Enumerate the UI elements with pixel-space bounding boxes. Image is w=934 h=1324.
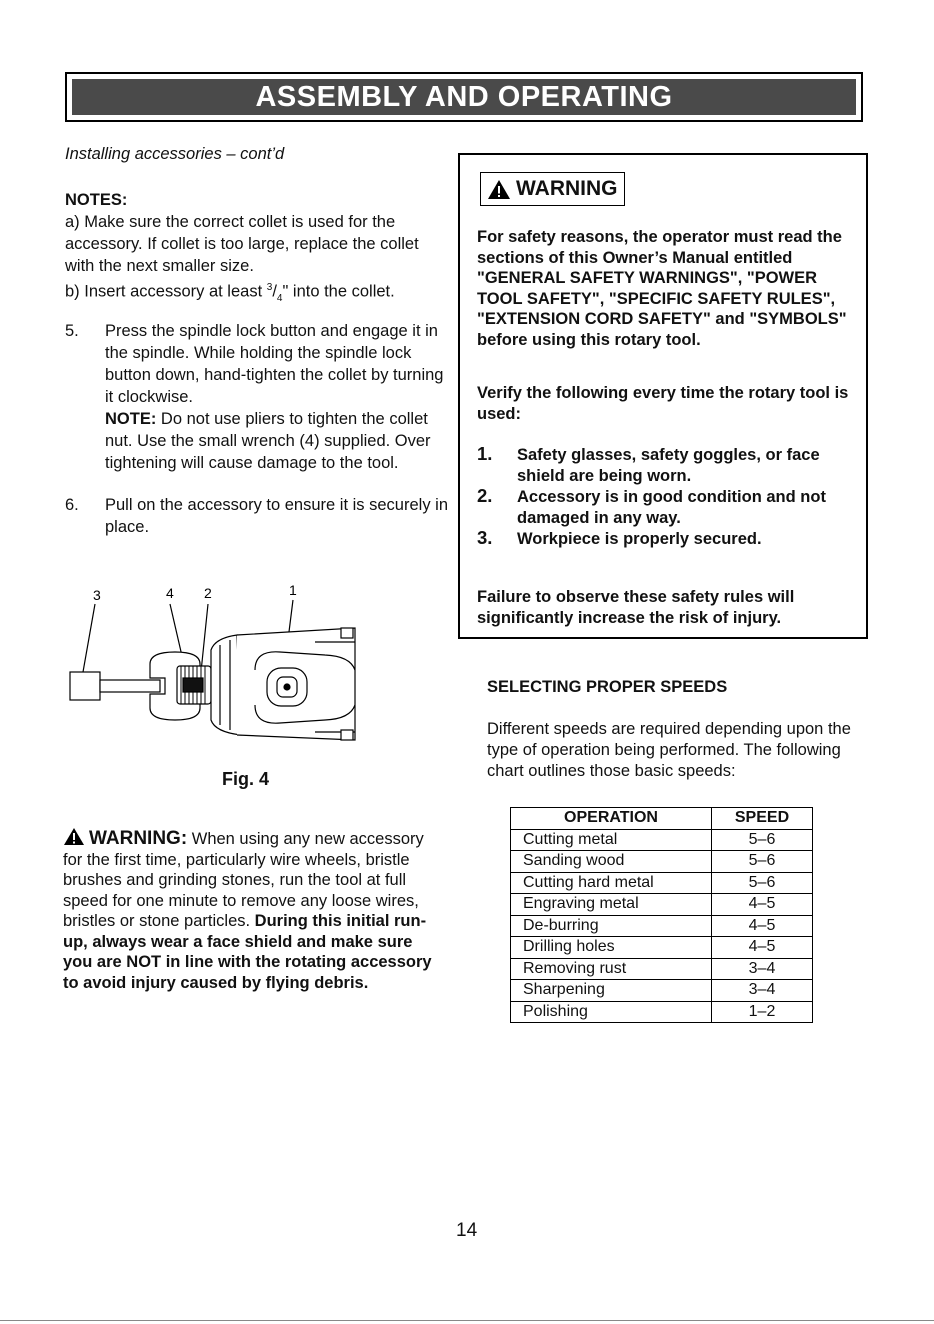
accessory-warning [63, 827, 443, 993]
operation-cell: Removing rust [511, 958, 712, 980]
warning-title: WARNING: [89, 828, 188, 849]
tool-clip-bottom [341, 730, 353, 740]
speed-cell: 3–4 [712, 958, 813, 980]
collet-installation-figure [65, 580, 365, 750]
callout-label: 3 [93, 587, 101, 603]
warning-heading [480, 172, 625, 206]
operation-cell: Drilling holes [511, 937, 712, 959]
speed-table [510, 807, 813, 1023]
table-row [511, 958, 813, 980]
step-text: Pull on the accessory to ensure it is securely in place. [105, 496, 448, 536]
warning-heading-label: WARNING [516, 177, 618, 200]
warning-paragraph: For safety reasons, the operator must read the sections of this Owner’s Manual entitled "GENERAL SAFETY WARNINGS", "POWER TOOL SAFETY", "SPECIFIC SAFETY RULES", "EXTENSION CORD SAFETY" and "SYMBOLS" before using this rotary tool. [477, 228, 847, 349]
warning-bold-text: During this initial run-up, always wear a face shield and make sure you are NOT in line with the rotating accessory to avoid injury caused by flying debris. [63, 912, 432, 992]
table-row [511, 937, 813, 959]
subtitle: Installing accessories – cont’d [65, 145, 285, 163]
speed-cell: 5–6 [712, 872, 813, 894]
page-number: 14 [456, 1220, 478, 1241]
note-b-text: b) Insert accessory at least [65, 282, 267, 301]
table-row [511, 829, 813, 851]
checklist-number: 3. [477, 527, 493, 548]
step-note-text: Do not use pliers to tighten the collet nut. Use the small wrench (4) supplied. Over tightening will cause damage to the tool. [105, 410, 431, 472]
section-header [65, 72, 863, 122]
warning-triangle-icon [487, 179, 511, 200]
speeds-intro: Different speeds are required depending upon the type of operation being performed. The following chart outlines those basic speeds: [487, 720, 851, 780]
table-row [511, 980, 813, 1002]
operation-cell: Sharpening [511, 980, 712, 1002]
table-row [511, 1001, 813, 1023]
notes-heading: NOTES: [65, 191, 128, 209]
speed-cell: 4–5 [712, 937, 813, 959]
speed-cell: 4–5 [712, 894, 813, 916]
warning-triangle-icon [63, 827, 85, 846]
leader-line [83, 604, 95, 672]
tool-clip-top [341, 628, 353, 638]
checklist-item [477, 445, 857, 486]
section-title: ASSEMBLY AND OPERATING [72, 79, 856, 115]
safety-warning-box [458, 153, 868, 639]
fraction-numerator: 3 [266, 282, 273, 293]
checklist-item [477, 487, 857, 528]
step-text: Press the spindle lock button and engage it in the spindle. While holding the spindle lock button down, hand-tighten the collet by turning it clockwise. [105, 322, 444, 406]
operation-cell: Polishing [511, 1001, 712, 1023]
table-row [511, 894, 813, 916]
bottom-rule [0, 1320, 934, 1321]
speeds-heading: SELECTING PROPER SPEEDS [487, 678, 728, 696]
note-b-text-end: " into the collet. [282, 282, 395, 301]
operation-cell: Engraving metal [511, 894, 712, 916]
speed-cell: 5–6 [712, 829, 813, 851]
callout-label: 2 [204, 585, 212, 601]
checklist-text: Workpiece is properly secured. [517, 530, 762, 548]
operation-cell: Sanding wood [511, 851, 712, 873]
note-a: a) Make sure the correct collet is used for the accessory. If collet is too large, replace the collet with the next smaller size. [65, 213, 419, 275]
table-row [511, 872, 813, 894]
checklist-text: Safety glasses, safety goggles, or face shield are being worn. [517, 446, 820, 485]
operation-cell: De-burring [511, 915, 712, 937]
checklist-text: Accessory is in good condition and not damaged in any way. [517, 488, 826, 527]
notes-block [65, 189, 435, 310]
table-header-row [511, 808, 813, 830]
warning-paragraph: Failure to observe these safety rules will significantly increase the risk of injury. [477, 588, 795, 627]
warning-checklist [477, 445, 857, 551]
step-item [65, 494, 450, 538]
operation-cell: Cutting metal [511, 829, 712, 851]
callout-label: 4 [166, 585, 174, 601]
speed-cell: 1–2 [712, 1001, 813, 1023]
table-row [511, 915, 813, 937]
leader-line [170, 604, 182, 656]
speed-cell: 4–5 [712, 915, 813, 937]
checklist-item [477, 529, 857, 550]
step-number: 6. [65, 496, 79, 514]
warning-text: When using any new accessory for the first time, particularly wire wheels, bristle brushes and grinding stones, run the tool at full speed for one minute to remove any loose wires, bristles or stone particles. [63, 830, 424, 930]
step-number: 5. [65, 322, 79, 340]
column-header: SPEED [712, 808, 813, 830]
warning-paragraph: Verify the following every time the rotary tool is used: [477, 384, 849, 423]
accessory-shank [100, 680, 160, 692]
speed-cell: 3–4 [712, 980, 813, 1002]
checklist-number: 1. [477, 443, 493, 464]
collet-slot [183, 678, 203, 692]
figure-caption: Fig. 4 [222, 769, 270, 789]
table-row [511, 851, 813, 873]
accessory-icon [70, 672, 100, 700]
tool-nose-icon [211, 635, 241, 735]
fraction-denominator: 4 [276, 292, 283, 304]
operation-cell: Cutting hard metal [511, 872, 712, 894]
leader-line [201, 604, 208, 672]
callout-label: 1 [289, 582, 297, 598]
steps-list [65, 320, 450, 558]
step-note-label: NOTE: [105, 410, 157, 428]
note-b: b) Insert accessory at least $^3/_4$" into the collet. [65, 282, 395, 304]
column-header: OPERATION [511, 808, 712, 830]
checklist-number: 2. [477, 485, 493, 506]
step-item [65, 320, 450, 474]
speed-cell: 5–6 [712, 851, 813, 873]
